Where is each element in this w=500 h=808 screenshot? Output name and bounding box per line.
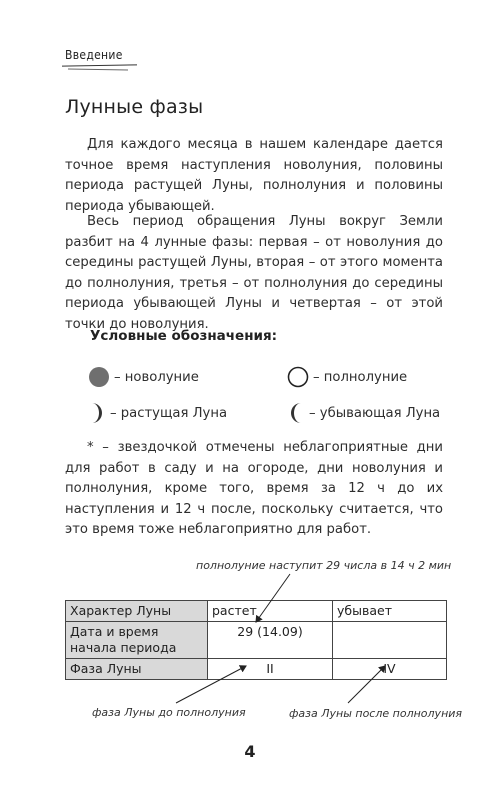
legend-label-full-moon: – полнолуние [313, 369, 408, 385]
table-cell: убывает [333, 601, 447, 622]
legend-label-new-moon: – новолуние [114, 369, 199, 385]
paragraph-note: * – звездочкой отмечены неблагоприятные дни для работ в саду и на огороде, дни новолуния и полнолуния, кроме того, время за 12 ч до их наступления и 12 ч после, поскольку считается, что это время тоже неблагоприятно для работ. [65, 440, 443, 537]
page-number: 4 [244, 742, 256, 761]
annotation-phase-before: фаза Луны до полнолуния [92, 706, 246, 719]
table-row-header: Характер Луны [66, 601, 208, 622]
arrow-to-phase-ii [176, 666, 246, 703]
running-header: Введение [65, 48, 123, 62]
table-cell: II [208, 659, 333, 680]
arrow-to-date-cell [256, 574, 290, 622]
section-title: Лунные фазы [65, 96, 204, 118]
table-row-header: Дата и время начала периода [66, 622, 208, 659]
table-cell: 29 (14.09) [208, 622, 333, 659]
arrow-to-phase-iv [348, 666, 385, 703]
table-cell: растет [208, 601, 333, 622]
table-row-header: Фаза Луны [66, 659, 208, 680]
legend-label-waxing-moon: – растущая Луна [110, 405, 228, 421]
legend-title: Условные обозначения: [90, 328, 278, 344]
annotation-full-moon-time: полнолуние наступит 29 числа в 14 ч 2 мин [196, 559, 452, 572]
paragraph-phases: Весь период обращения Луны вокруг Земли разбит на 4 лунные фазы: первая – от новолуния до середины растущей Луны, вторая – от этого момента до полнолуния, третья – от полнолуния до середины периода убывающей Луны и четвертая – от этой точки до новолуния. [65, 214, 443, 332]
table-cell: IV [333, 659, 447, 680]
annotation-phase-after: фаза Луны после полнолуния [289, 707, 463, 720]
legend-label-waning-moon: – убывающая Луна [309, 405, 441, 421]
paragraph-intro: Для каждого месяца в нашем календаре дается точное время наступления новолуния, половины периода растущей Луны, полнолуния и половины периода убывающей. [65, 137, 443, 214]
